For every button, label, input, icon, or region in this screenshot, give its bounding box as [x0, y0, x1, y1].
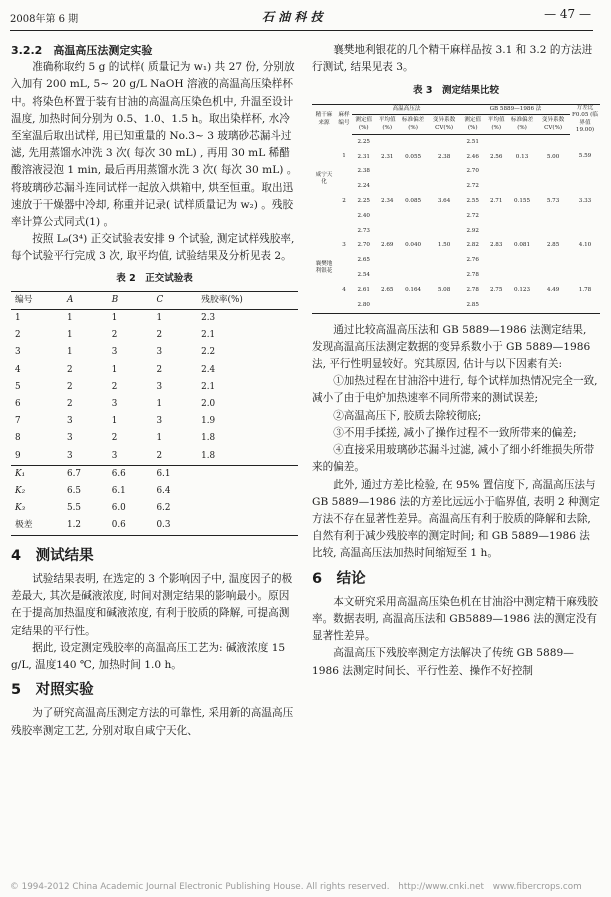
- t3-gb-value: 2.51: [466, 138, 479, 145]
- t2-k-row: [11, 483, 298, 500]
- t3-ht-value: 2.24: [357, 183, 370, 190]
- t2-row: [11, 362, 298, 379]
- t2-cell: 9: [15, 450, 21, 461]
- t2-cell: 3: [111, 450, 118, 461]
- t2-cell: 3: [156, 416, 163, 427]
- t2-k-empty: [197, 483, 298, 500]
- t3-ht-value: 2.25: [357, 197, 370, 204]
- t3-gb-stat: 3.33: [578, 197, 592, 204]
- section-4-title: 4 测试结果: [11, 547, 94, 564]
- t3-gb-stat: 2.56: [489, 153, 503, 160]
- t2-cell: 3: [67, 416, 73, 427]
- t2-k-row: [11, 500, 298, 517]
- t2-cell: 1: [156, 433, 163, 444]
- t2-row: [11, 448, 298, 466]
- t2-cell: 4: [15, 364, 21, 375]
- t3-gb-value: 2.78: [466, 286, 479, 293]
- t3-gb-value: 2.72: [466, 212, 479, 219]
- t2-cell: 1: [15, 313, 21, 324]
- t2-cell: 3: [15, 347, 21, 358]
- t2-cell: 6: [15, 399, 21, 410]
- t2-k-empty: [197, 517, 298, 535]
- t3-ht-value: 2.31: [357, 153, 370, 160]
- t2-row: [11, 396, 298, 413]
- t2-cell: 1.9: [201, 416, 216, 427]
- t3-row: [312, 135, 600, 150]
- t2-k-row: [11, 465, 298, 483]
- t3-ht-value: 2.40: [357, 212, 370, 219]
- comparison-paragraph: 通过比较高温高压法和 GB 5889—1986 法测定结果, 发现高温高压法测定数据的变异系数小于 GB 5889—1986法, 平行性明显较好。究其原因, 估计与以下因素有关:: [312, 323, 591, 371]
- t2-k-empty: [197, 500, 298, 517]
- t2-row: [11, 430, 298, 447]
- t2-k-cell: K₂: [15, 486, 26, 497]
- t2-k-cell: 6.6: [108, 465, 153, 483]
- t2-cell: 1: [67, 347, 73, 358]
- table-2: [11, 291, 298, 536]
- header-rule: [10, 30, 593, 31]
- t2-cell: 2.0: [201, 399, 216, 410]
- t2-k-cell: K₁: [11, 465, 63, 483]
- journal-name: 石 油 科 技: [262, 10, 323, 24]
- section-4-paragraph-2: 据此, 设定测定残胶率的高温高压工艺为: 碱液浓度 15 g/L, 温度140 ℃, 加热时间 1.0 h。: [11, 641, 286, 671]
- t3-gb-stat: 0.13: [515, 153, 529, 160]
- right-intro-paragraph: 襄樊地利银花的几个精干麻样品按 3.1 和 3.2 的方法进行测试, 结果见表 3。: [312, 44, 593, 74]
- t3-ht-value: 2.80: [352, 298, 375, 313]
- t2-header-cell: A: [63, 291, 108, 309]
- t3-gb-stat: 4.10: [578, 242, 592, 249]
- t2-k-cell: 0.3: [152, 517, 197, 535]
- t2-header-cell: 编号: [11, 291, 63, 309]
- t3-gb-stat: 4.49: [536, 268, 570, 313]
- t2-cell: 1: [156, 313, 163, 324]
- t3-ht-stat: 5.08: [427, 268, 461, 313]
- t2-cell: 3: [156, 347, 163, 358]
- t2-cell: 2: [111, 433, 118, 444]
- t2-cell: 1: [111, 364, 118, 375]
- t3-gb-value: 2.72: [466, 183, 479, 190]
- t3-ht-value: 2.61: [357, 286, 370, 293]
- table-2-caption: 表 2 正交试验表: [116, 272, 193, 284]
- t3-ht-stat: 0.164: [399, 268, 427, 313]
- t3-subheader-cell: 标准偏差 (%): [399, 115, 427, 135]
- t3-ht-stat: 2.34: [380, 197, 394, 204]
- t3-sample-no: 2: [342, 197, 346, 204]
- t2-row: [11, 379, 298, 396]
- t2-cell: 2: [15, 330, 21, 341]
- t2-k-cell: 6.5: [67, 486, 82, 497]
- t3-gb-stat: 5.00: [546, 153, 560, 160]
- t2-cell: 3: [67, 450, 73, 461]
- t3-header-high-temp: 高温高压法: [352, 104, 461, 115]
- t2-row: [11, 327, 298, 344]
- t3-subheader-cell: 测定值 (%): [352, 115, 375, 135]
- t3-gb-stat: 2.75: [484, 268, 507, 313]
- t3-gb-value: 2.70: [466, 168, 479, 175]
- t3-ht-value: 2.25: [357, 138, 370, 145]
- t2-cell: 3: [156, 381, 163, 392]
- t2-cell: 2: [111, 330, 118, 341]
- t2-cell: 7: [15, 416, 21, 427]
- t3-ht-value: 2.38: [357, 168, 370, 175]
- t3-gb-stat: 2.71: [489, 197, 503, 204]
- section-5-paragraph-1: 为了研究高温高压测定方法的可靠性, 采用新的高温高压残胶率测定工艺, 分别对取自咸宁天化、: [11, 707, 294, 737]
- t3-gb-stat: 5.73: [546, 197, 560, 204]
- reason-item-1: ①加热过程在甘油浴中进行, 每个试样加热情况完全一致, 减小了由于电炉加热速率不同所带来的测试误差;: [312, 375, 598, 405]
- t2-k-cell: 6.0: [111, 503, 126, 514]
- table-3-caption: 表 3 测定结果比较: [413, 85, 499, 97]
- t3-gb-value: 2.55: [466, 197, 479, 204]
- t3-row: [312, 224, 600, 239]
- t3-header-sample-no: 麻样编号: [336, 104, 352, 135]
- t3-ht-value: 2.70: [357, 242, 370, 249]
- t3-ht-value: 2.73: [357, 227, 370, 234]
- t3-header-gb: GB 5889—1986 法: [461, 104, 570, 115]
- t2-cell: 5: [15, 381, 21, 392]
- t2-row: [11, 413, 298, 430]
- t3-subheader-cell: 测定值 (%): [461, 115, 484, 135]
- t3-gb-stat: 0.155: [514, 197, 531, 204]
- t2-cell: 2: [156, 450, 163, 461]
- reason-item-2: ②高温高压下, 胶质去除较彻底;: [333, 409, 482, 422]
- t3-gb-stat: 0.081: [514, 242, 531, 249]
- t2-row: [11, 344, 298, 361]
- t2-cell: 2.1: [201, 381, 216, 392]
- t2-k-cell: 6.7: [63, 465, 108, 483]
- t2-cell: 1: [67, 313, 73, 324]
- t2-cell: 2: [67, 399, 73, 410]
- t2-cell: 3: [111, 347, 118, 358]
- t3-subheader-cell: 平均值 (%): [375, 115, 398, 135]
- t3-ht-stat: 2.65: [375, 268, 398, 313]
- t2-k-cell: 1.2: [63, 517, 108, 535]
- t2-cell: 2: [67, 381, 73, 392]
- t2-row: [11, 310, 298, 328]
- t3-header-source: 精干麻来源: [312, 104, 336, 135]
- section-3-2-2-paragraph-2: 按照 L₉(3⁴) 正交试验表安排 9 个试验, 测定试样残胶率, 每个试验平行完成 3 次, 取平均值, 试验结果及分析见表 2。: [11, 233, 295, 263]
- table-3: [312, 104, 600, 314]
- t3-source-cell: 咸宁天化: [315, 171, 333, 186]
- t2-k-cell: K₃: [15, 503, 26, 514]
- t3-header-f-ratio: 方差比 F0.05 (临界值 19.00): [570, 104, 600, 135]
- t3-ht-stat: 0.085: [405, 197, 422, 204]
- t2-cell: 3: [111, 399, 118, 410]
- t3-gb-value: 2.46: [466, 153, 479, 160]
- t2-cell: 1: [111, 313, 118, 324]
- t3-ht-stat: 2.31: [380, 153, 394, 160]
- t3-subheader-cell: 平均值 (%): [484, 115, 507, 135]
- section-4-paragraph-1: 试验结果表明, 在选定的 3 个影响因子中, 温度因子的极差最大, 其次是碱液浓度, 时间对测定结果的影响最小。原因在于提高加热温度和碱液浓度, 有利于胶质的降解, 可提高测定结果的平行性。: [11, 572, 293, 637]
- t2-header-cell: C: [152, 291, 197, 309]
- t3-ht-stat: 2.38: [437, 153, 451, 160]
- t3-gb-stat: 5.59: [578, 153, 592, 160]
- t2-cell: 1.8: [201, 433, 216, 444]
- t2-cell: 8: [15, 433, 21, 444]
- t3-ht-stat: 2.69: [380, 242, 394, 249]
- t2-header-cell: B: [108, 291, 153, 309]
- t2-cell: 2.4: [201, 364, 216, 375]
- t3-gb-value: 2.85: [461, 298, 484, 313]
- t3-gb-stat: 0.123: [508, 268, 536, 313]
- issue-label: 2008年第 6 期: [10, 14, 79, 25]
- t3-ht-value: 2.65: [357, 257, 370, 264]
- t3-ht-value: 2.54: [357, 271, 370, 278]
- t3-gb-stat: 2.85: [546, 242, 560, 249]
- t3-gb-stat: 1.78: [570, 268, 600, 313]
- page-header: [0, 0, 611, 32]
- t2-cell: 1: [156, 399, 163, 410]
- t2-cell: 1: [67, 330, 73, 341]
- section-6-title: 6 结论: [312, 570, 366, 587]
- conclusion-paragraph-1: 本文研究采用高温高压染色机在甘油浴中测定精干麻残胶率。数据表明, 高温高压法和 GB5889—1986 法的测定没有显著性差异。: [312, 595, 599, 643]
- t2-k-cell: 极差: [11, 517, 63, 535]
- t3-subheader-cell: 标准偏差 (%): [508, 115, 536, 135]
- t2-cell: 1.8: [201, 450, 216, 461]
- t3-gb-stat: 2.83: [489, 242, 503, 249]
- t3-sample-no: 4: [336, 268, 352, 313]
- t2-k-cell: 6.4: [156, 486, 171, 497]
- t2-cell: 2.1: [201, 330, 216, 341]
- page-number: — 47 —: [544, 7, 591, 21]
- t2-cell: 2: [156, 364, 163, 375]
- t2-cell: 2.3: [201, 313, 216, 324]
- t3-ht-stat: 3.64: [437, 197, 451, 204]
- t3-gb-value: 2.78: [466, 271, 479, 278]
- right-column: [312, 42, 600, 680]
- variance-paragraph: 此外, 通过方差比检验, 在 95% 置信度下, 高温高压法与 GB 5889—1986 法的方差比远远小于临界值, 表明 2 种测定方法不存在显著性差异。高温高压有利于胶质的降解和去除, 自然有利于减少残胶率的测定时间; 和 GB 5889—1986 法比较, 高温高压法加热时间缩短至 1 h。: [312, 478, 600, 560]
- t3-sample-no: 1: [342, 153, 346, 160]
- t2-cell: 3: [67, 433, 73, 444]
- t2-cell: 1: [111, 416, 118, 427]
- t2-cell: 2.2: [201, 347, 216, 358]
- t2-cell: 2: [67, 364, 73, 375]
- t3-sample-no: 3: [342, 242, 346, 249]
- section-3-2-2-paragraph-1: 准确称取约 5 g 的试样( 质量记为 w₁) 共 27 份, 分别放入加有 200 mL, 5~ 20 g/L NaOH 溶液的高温高压染样杯中。将染色杯置于装有甘油的高温高压染色机中, 升温至设计温度, 加热时间分别为 0.5、1.0、1.5 h。取出染样杯, 水冷至室温后取出试样, 用已知重量的 No.3~ 3 玻璃砂芯漏斗过滤, 先用蒸馏水冲洗 3 次( 每次 30 mL) , 再用 30 mL 稀醋酸溶液浸泡 1 min, 最后再用蒸馏水洗 3 次( 每次 30 mL) 。将玻璃砂芯漏斗连同试样一起放入烘箱中, 烘至恒重。取出迅速放于干燥器中冷却, 称重并记录( 试样质量记为 w₂) 。残胶率计算公式同式(1) 。: [11, 61, 298, 229]
- section-5-title: 5 对照实验: [11, 682, 94, 699]
- t3-ht-stat: 1.50: [437, 242, 451, 249]
- t2-header-cell: 残胶率(%): [197, 291, 298, 309]
- t2-k-cell: 6.1: [111, 486, 126, 497]
- t2-k-cell: 5.5: [67, 503, 82, 514]
- reason-item-3: ③不用手揉搓, 减小了操作过程不一致所带来的偏差;: [333, 426, 577, 439]
- t2-k-cell: 6.2: [156, 503, 171, 514]
- t2-k-row: [11, 517, 298, 535]
- t2-k-cell: 6.1: [152, 465, 197, 483]
- t3-subheader-cell: 变异系数 CV(%): [536, 115, 570, 135]
- conclusion-paragraph-2: 高温高压下残胶率测定方法解决了传统 GB 5889—1986 法测定时间长、平行性差、操作不好控制: [312, 647, 574, 677]
- t3-gb-value: 2.92: [466, 227, 479, 234]
- copyright-footer: © 1994-2012 China Academic Journal Electronic Publishing House. All rights reserved. http://www.cnki.net www.fibercrops.com: [10, 882, 582, 892]
- t3-ht-stat: 0.040: [405, 242, 422, 249]
- t3-row: [312, 180, 600, 195]
- section-3-2-2-title: 3.2.2 高温高压法测定实验: [11, 44, 153, 57]
- t2-k-empty: [197, 465, 298, 483]
- t3-row: [312, 268, 600, 283]
- t2-cell: 2: [156, 330, 163, 341]
- t2-k-cell: 0.6: [108, 517, 153, 535]
- left-column: [11, 42, 298, 740]
- t3-source-cell: 襄樊地利银花: [312, 224, 336, 313]
- t2-cell: 2: [111, 381, 118, 392]
- t3-gb-value: 2.76: [466, 257, 479, 264]
- t3-ht-stat: 0.055: [405, 153, 422, 160]
- reason-item-4: ④直接采用玻璃砂芯漏斗过滤, 减小了细小纤维损失所带来的偏差。: [312, 444, 595, 474]
- t3-gb-value: 2.82: [466, 242, 479, 249]
- t3-subheader-cell: 变异系数 CV(%): [427, 115, 461, 135]
